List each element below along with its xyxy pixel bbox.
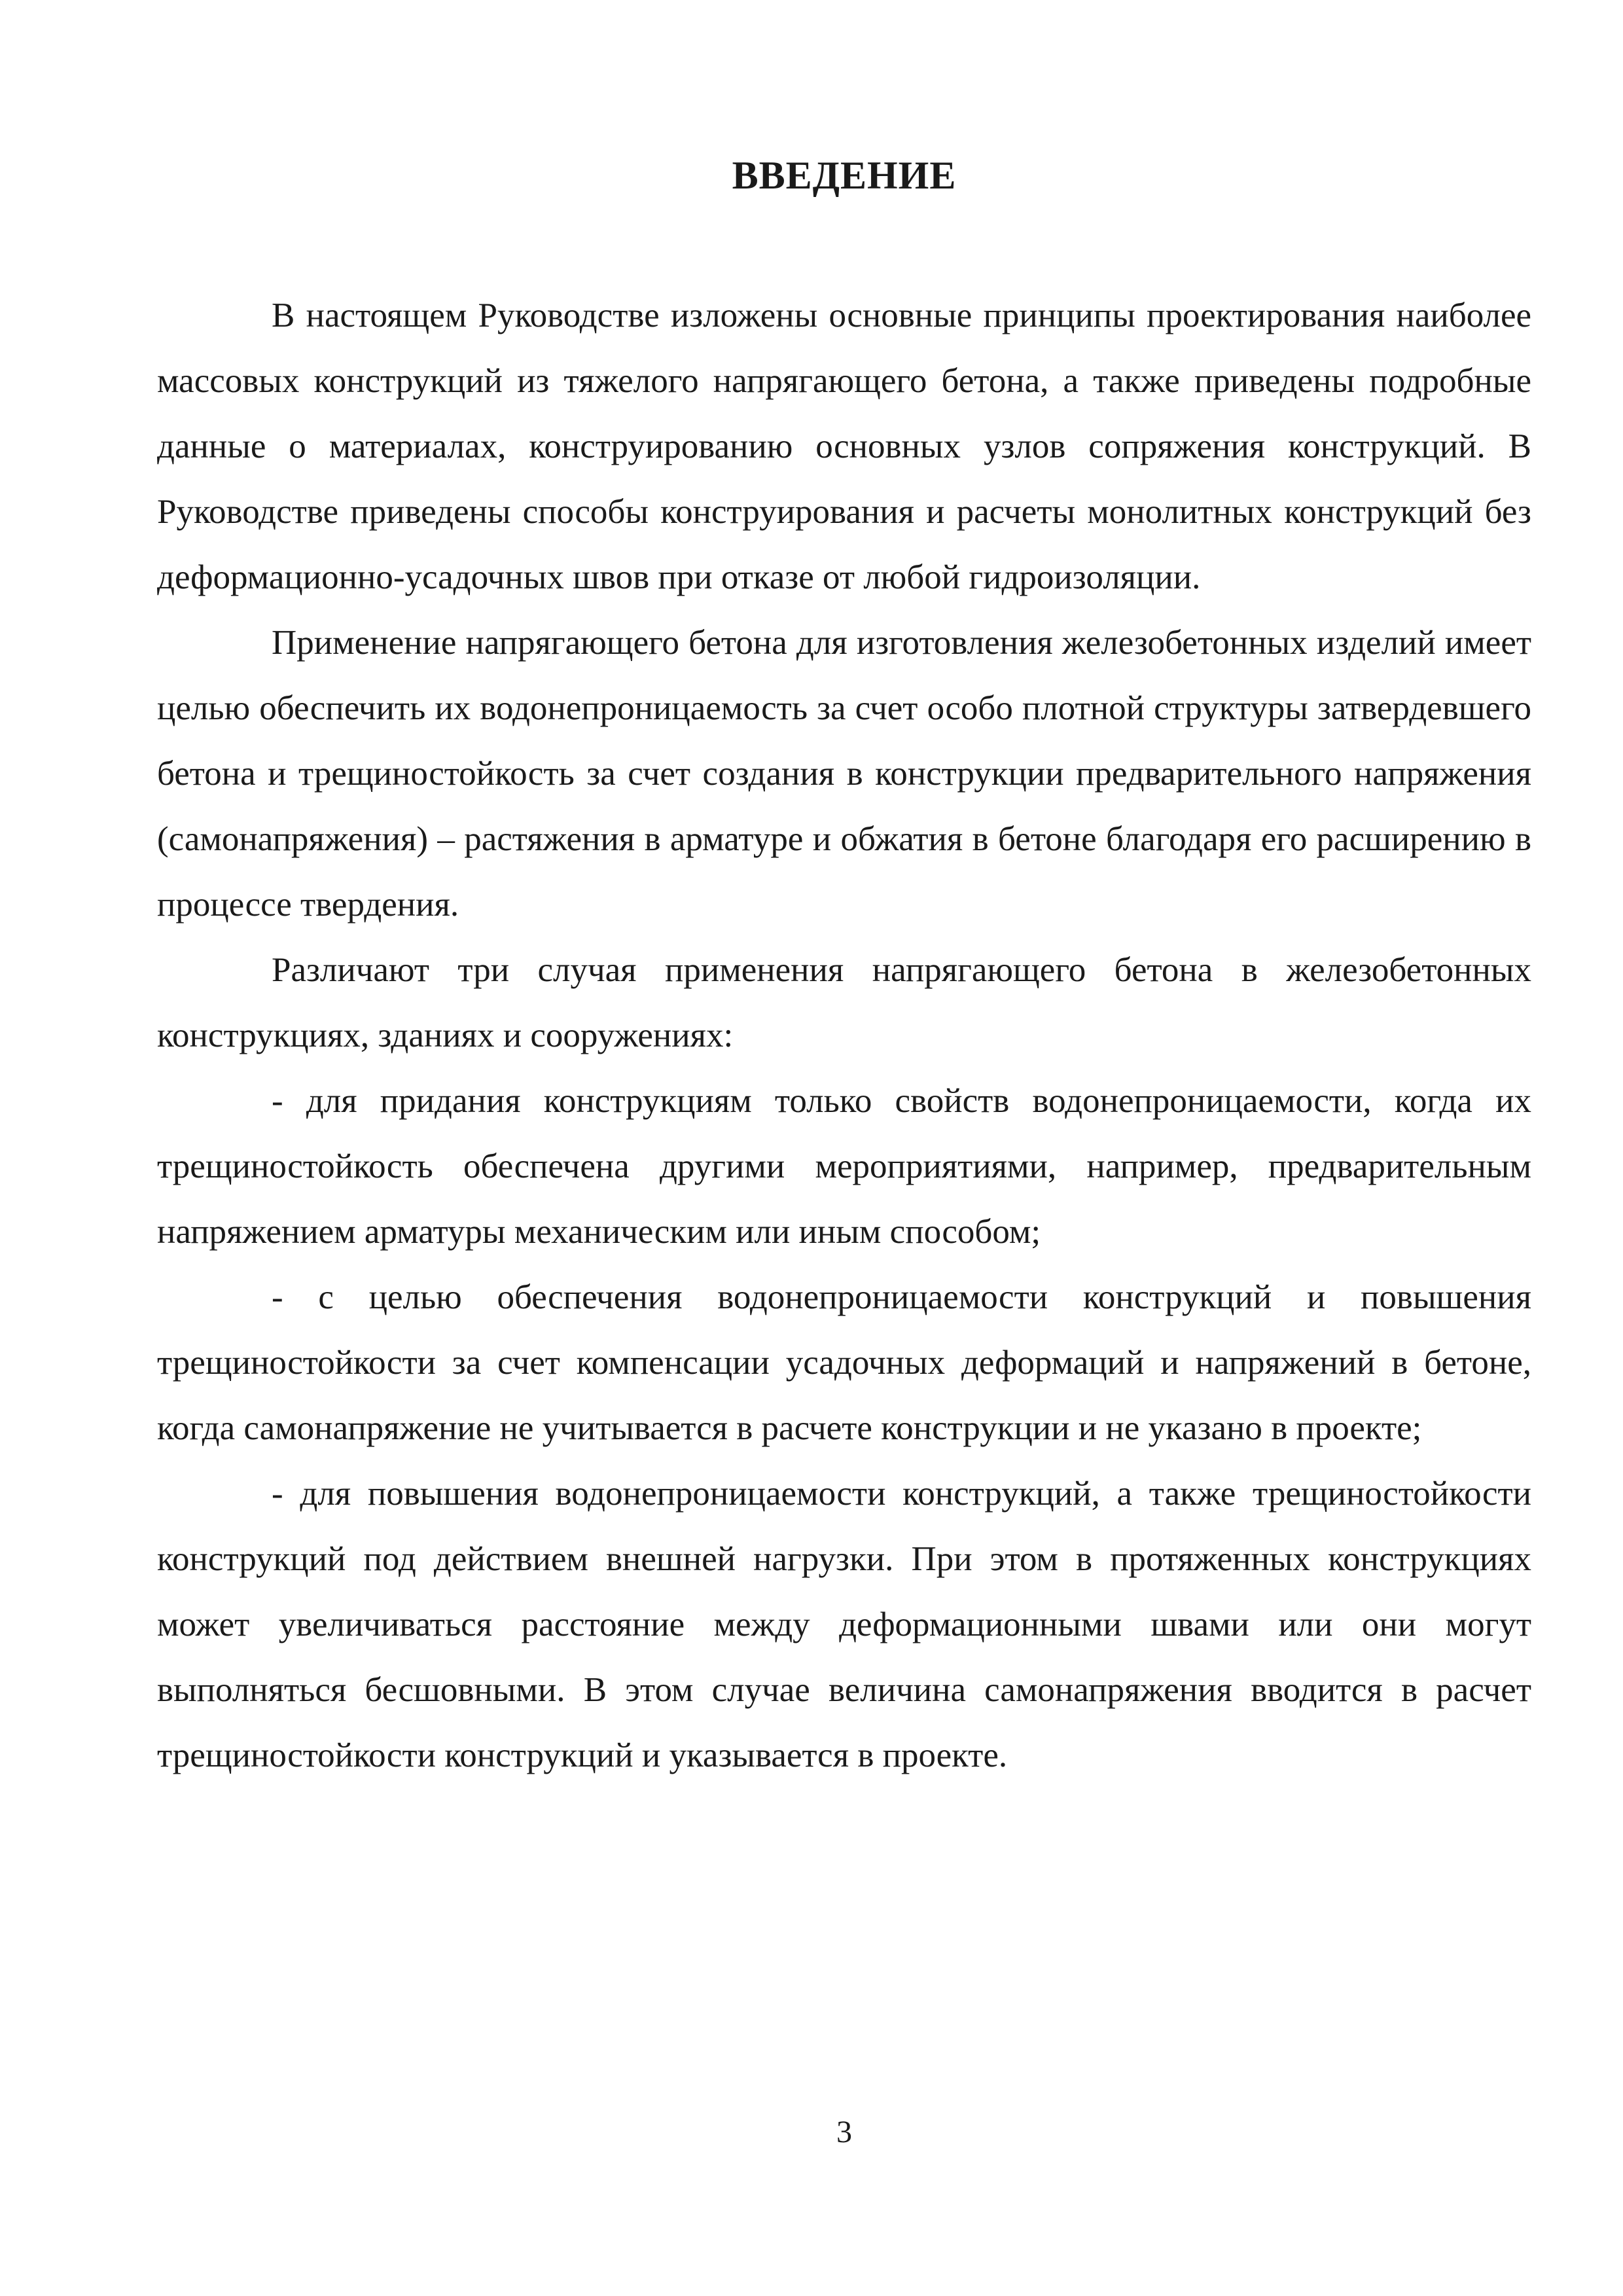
- list-item-case-1: - для придания конструкциям только свойств водонепроницаемости, когда их трещиностойкость обеспечена другими мероприятиями, например, предварительным напряжением арматуры механическим или иным способом;: [157, 1082, 1531, 1251]
- list-item-case-3: - для повышения водонепроницаемости конструкций, а также трещиностойкости конструкций под действием внешней нагрузки. При этом в протяженных конструкциях может увеличиваться расстояние между деформационными швами или они могут выполняться бесшовными. В этом случае величина самонапряжения вводится в расчет трещиностойкости конструкций и указывается в проекте.: [157, 1475, 1531, 1774]
- paragraph-application: Применение напрягающего бетона для изготовления железобетонных изделий имеет целью обеспечить их водонепроницаемость за счет особо плотной структуры затвердевшего бетона и трещиностойкость за счет создания в конструкции предварительного напряжения (самонапряжения) – растяжения в арматуре и обжатия в бетоне благодаря его расширению в процессе твердения.: [157, 624, 1531, 924]
- paragraph-intro: В настоящем Руководстве изложены основные принципы проектирования наиболее массовых конструкций из тяжелого напрягающего бетона, а также приведены подробные данные о материалах, конструированию основных узлов сопряжения конструкций. В Руководстве приведены способы конструирования и расчеты монолитных конструкций без деформационно-усадочных швов при отказе от любой гидроизоляции.: [157, 296, 1531, 596]
- body-text: [157, 283, 1531, 1788]
- page-number: 3: [836, 2115, 852, 2149]
- page-title: ВВЕДЕНИЕ: [732, 154, 957, 197]
- list-item-case-2: - с целью обеспечения водонепроницаемости конструкций и повышения трещиностойкости за счет компенсации усадочных деформаций и напряжений в бетоне, когда самонапряжение не учитывается в расчете конструкции и не указано в проекте;: [157, 1278, 1531, 1447]
- paragraph-cases: Различают три случая применения напрягающего бетона в железобетонных конструкциях, зданиях и сооружениях:: [157, 951, 1531, 1054]
